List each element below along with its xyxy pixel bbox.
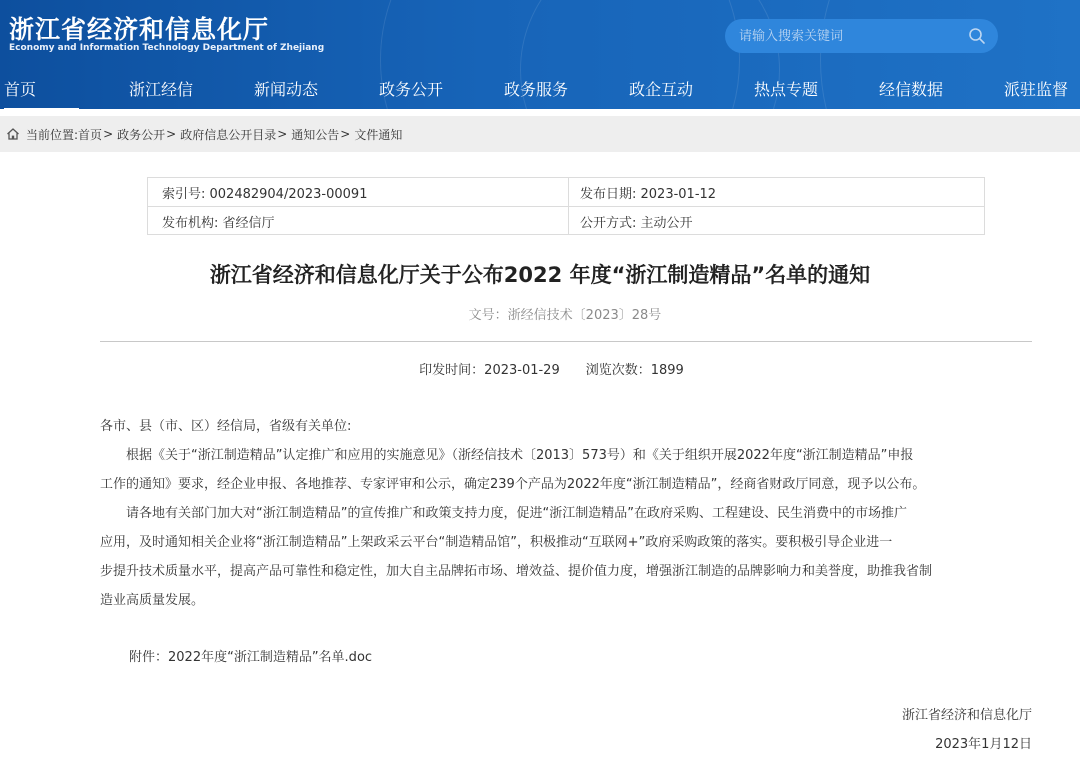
breadcrumb-home[interactable]: 首页 — [78, 127, 103, 142]
meta-publish-date: 发布日期: 2023-01-12 — [580, 186, 717, 202]
breadcrumb-separator: > — [340, 127, 351, 141]
body-line: 步提升技术质量水平，提高产品可靠性和稳定性，加大自主品牌拓市场、增效益、提价值力度，增强浙江制造的品牌影响力和美誉度，助推我省制 — [100, 564, 933, 579]
body-line: 应用，及时通知相关企业将“浙江制造精品”上架政采云平台“制造精品馆”，积极推动“互联网+”政府采购政策的落实。要积极引导企业进一 — [100, 535, 893, 550]
table-divider — [568, 178, 569, 234]
signature-organization: 浙江省经济和信息化厅 — [901, 708, 1032, 723]
nav-item-news[interactable]: 新闻动态 — [254, 80, 319, 99]
nav-item-hot-topics[interactable]: 热点专题 — [754, 80, 819, 99]
breadcrumb-disclosure-catalog[interactable]: 政府信息公开目录 — [180, 127, 277, 142]
body-line: 根据《关于“浙江制造精品”认定推广和应用的实施意见》（浙经信技术〔2013〕573号）和《关于组织开展2022年度“浙江制造精品”申报 — [126, 448, 914, 463]
meta-index-number: 索引号: 002482904/2023-00091 — [162, 186, 368, 202]
breadcrumb-government-affairs[interactable]: 政务公开 — [117, 127, 166, 142]
nav-item-zhejiang-jingxin[interactable]: 浙江经信 — [129, 80, 194, 99]
nav-item-government-affairs[interactable]: 政务公开 — [379, 80, 444, 99]
body-line: 请各地有关部门加大对“浙江制造精品”的宣传推广和政策支持力度，促进“浙江制造精品”在政府采购、工程建设、民生消费中的市场推广 — [126, 506, 907, 521]
issue-info — [0, 359, 1080, 378]
breadcrumb-separator: > — [277, 127, 288, 141]
meta-disclosure-method: 公开方式: 主动公开 — [580, 215, 693, 231]
document-meta-table — [147, 177, 985, 235]
site-header — [0, 0, 1080, 109]
breadcrumb-file-notices[interactable]: 文件通知 — [354, 127, 403, 142]
breadcrumb-notices[interactable]: 通知公告 — [291, 127, 340, 142]
site-logo-subtitle: Economy and Information Technology Department of Zhejiang — [9, 43, 325, 53]
meta-publisher: 发布机构: 省经信厅 — [162, 215, 275, 231]
body-line: 造业高质量发展。 — [100, 593, 205, 608]
nav-item-home[interactable]: 首页 — [4, 77, 36, 107]
issue-time: 印发时间：2023-01-29 — [419, 363, 560, 378]
nav-item-supervision[interactable]: 派驻监督 — [1004, 80, 1069, 99]
nav-item-interaction[interactable]: 政企互动 — [629, 80, 694, 99]
breadcrumb — [0, 116, 1080, 152]
search-input[interactable] — [739, 21, 966, 51]
body-salutation: 各市、县（市、区）经信局，省级有关单位: — [100, 419, 352, 434]
main-nav — [0, 72, 1080, 109]
nav-item-government-services[interactable]: 政务服务 — [504, 80, 569, 99]
site-logo-title[interactable]: 浙江省经济和信息化厅 — [9, 15, 270, 44]
document-number: 文号：浙经信技术〔2023〕28号 — [468, 308, 662, 323]
search-icon[interactable] — [966, 25, 988, 47]
breadcrumb-separator: > — [166, 127, 177, 141]
breadcrumb-prefix: 当前位置: — [26, 127, 79, 142]
signature-date: 2023年1月12日 — [935, 737, 1032, 752]
nav-item-data[interactable]: 经信数据 — [879, 80, 944, 99]
view-count: 浏览次数：1899 — [585, 363, 684, 378]
search-box — [725, 19, 998, 53]
home-icon — [6, 127, 20, 141]
document-body — [100, 412, 1035, 615]
document-title: 浙江省经济和信息化厅关于公布2022 年度“浙江制造精品”名单的通知 — [209, 263, 871, 287]
title-divider — [100, 341, 1032, 342]
body-line: 工作的通知》要求，经企业申报、各地推荐、专家评审和公示，确定239个产品为2022年度“浙江制造精品”，经商省财政厅同意，现予以公布。 — [100, 477, 926, 492]
breadcrumb-separator: > — [103, 127, 114, 141]
attachment-link[interactable]: 附件：2022年度“浙江制造精品”名单.doc — [129, 650, 373, 665]
